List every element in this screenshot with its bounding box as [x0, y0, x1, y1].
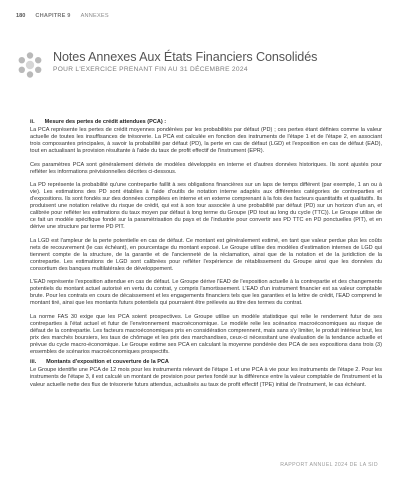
title-block	[16, 50, 317, 79]
chapter-label: CHAPITRE 9	[35, 13, 71, 19]
paragraph: La PD représente la probabilité qu'une contrepartie faillit à ses obligations financières sur un laps de temps différent (par exemple, 1 an ou à vie). Les estimations des PD sont établies à l'aide d'outils de notation interne adaptés aux différentes catégories de contreparties et d'expositions. Ils sont fondés sur des données compilées en interne et en externe comprenant à la fois des facteurs quantitatifs et qualitatifs. Ils produisent une notation relative du risque de crédit, qui est à son tour associée à une probabilité par défaut (PD) sur un horizon d'un an, et calibrée pour refléter les estimations du taux moyen par défaut à long terme du Groupe (PD tout au long du cycle (TTC)). Le Groupe utilise de ce fait un modèle spécifique fondé sur la paramétrisation du pays et de l'industrie pour convertir ses PD TTC en PD ponctuelles (PIT), et en dérive une structure par terme PD PIT.	[30, 181, 382, 231]
heading-text: Montants d'exposition et couverture de la PCA	[46, 359, 169, 366]
page-footer: RAPPORT ANNUEL 2024 DE LA SID	[280, 462, 378, 468]
heading-text: Mesure des pertes de crédit attendues (PCA) :	[44, 119, 167, 125]
body-text	[30, 119, 382, 395]
paragraph: Le Groupe identifie une PCA de 12 mois pour les instruments relevant de l'étape 1 et une PCA à vie pour les instruments de l'étape 2. Pour les instruments de l'étape 3, il est calculé un montant de provision pour pertes fondé sur la différence entre la valeur comptable de l'instrument et la valeur actuelle nette des flux de trésorerie futurs attendus, actualisés au taux de profit effectif (TPE) initial de l'instrument, le cas échéant.	[30, 367, 382, 388]
document-subtitle: POUR L'EXERCICE PRENANT FIN AU 31 DÉCEMBRE 2024	[53, 66, 248, 73]
sfi-logo-icon	[16, 51, 44, 79]
document-title: Notes Annexes Aux États Financiers Consolidés	[53, 50, 318, 64]
paragraph: La LGD est l'ampleur de la perte potentielle en cas de défaut. Ce montant est généralement estimé, en tant que valeur perdue plus les coûts nets de recouvrement (le cas échéant), en pourcentage du montant exposé. Le Groupe utilise des modèles d'estimation internes de LGD qui tiennent compte de la structure, de la garantie et de l'ancienneté de la réclamation, ainsi que de la notation et de la juridiction de la contrepartie. Les estimations de LGD sont calibrées pour refléter l'expérience de rétablissement du Groupe ainsi que les données du consortium des banques multilatérales de développement.	[30, 237, 382, 272]
running-header	[16, 13, 109, 19]
paragraph: La PCA représente les pertes de crédit moyennes pondérées par les probabilités par défaut (PD) ; ces pertes étant définies comme la valeur actuelle de toutes les insuffisances de trésorerie. La PCA est calculée en fonction des instruments de l'étape 1 et de l'étape 2, en associant trois composantes principales, à savoir la probabilité par défaut (PD), la perte en cas de défaut (LGD) et l'exposition en cas de défaut (EAD), tout en actualisant la provision résultante à l'aide du taux de profit effectif de l'instrument (EPR).	[30, 127, 382, 155]
page-number: 180	[16, 13, 26, 19]
section-heading-ii	[30, 119, 382, 126]
paragraph: La norme FAS 30 exige que les PCA soient prospectives. Le Groupe utilise un modèle statistique qui relie le rendement futur de ses contreparties à l'état actuel et futur de l'environnement macroéconomique. Le modèle relie les scénarios macroéconomiques au risque de défaut de la contrepartie. Les facteurs macroéconomiques pris en considération comprennent, mais sans s'y limiter, le produit intérieur brut, les prix des marchés boursiers, les taux de chômage et les prix des marchandises, ceux-ci nécessitant une évaluation de la tendance actuelle et prévue du cycle macro-économique. Le Groupe estime ses PCA en calculant la moyenne pondérée des PCA de ses expositions dans trois (3) ensembles de scénarios macroéconomiques prospectifs.	[30, 313, 382, 356]
paragraph: L'EAD représente l'exposition attendue en cas de défaut. Le Groupe dérive l'EAD de l'exposition actuelle à la contrepartie et des changements potentiels du montant actuel autorisé en vertu du contrat, y compris l'amortissement. L'EAD d'un instrument financier est sa valeur comptable brute. Pour les contrats en cours de décaissement et les engagements financiers tels que les garanties et la lettre de crédit, l'EAD comprend le montant tiré, ainsi que les montants futurs potentiels qui pourraient être prélevés au titre des termes du contrat.	[30, 279, 382, 307]
heading-number: iii.	[30, 359, 37, 366]
paragraph: Ces paramètres PCA sont généralement dérivés de modèles développés en interne et d'autres données historiques. Ils sont ajustés pour refléter les informations prévisionnelles décrites ci-dessous.	[30, 161, 382, 175]
heading-number: ii.	[30, 119, 35, 125]
section-label: ANNEXES	[80, 13, 109, 19]
section-heading-iii	[30, 359, 382, 366]
